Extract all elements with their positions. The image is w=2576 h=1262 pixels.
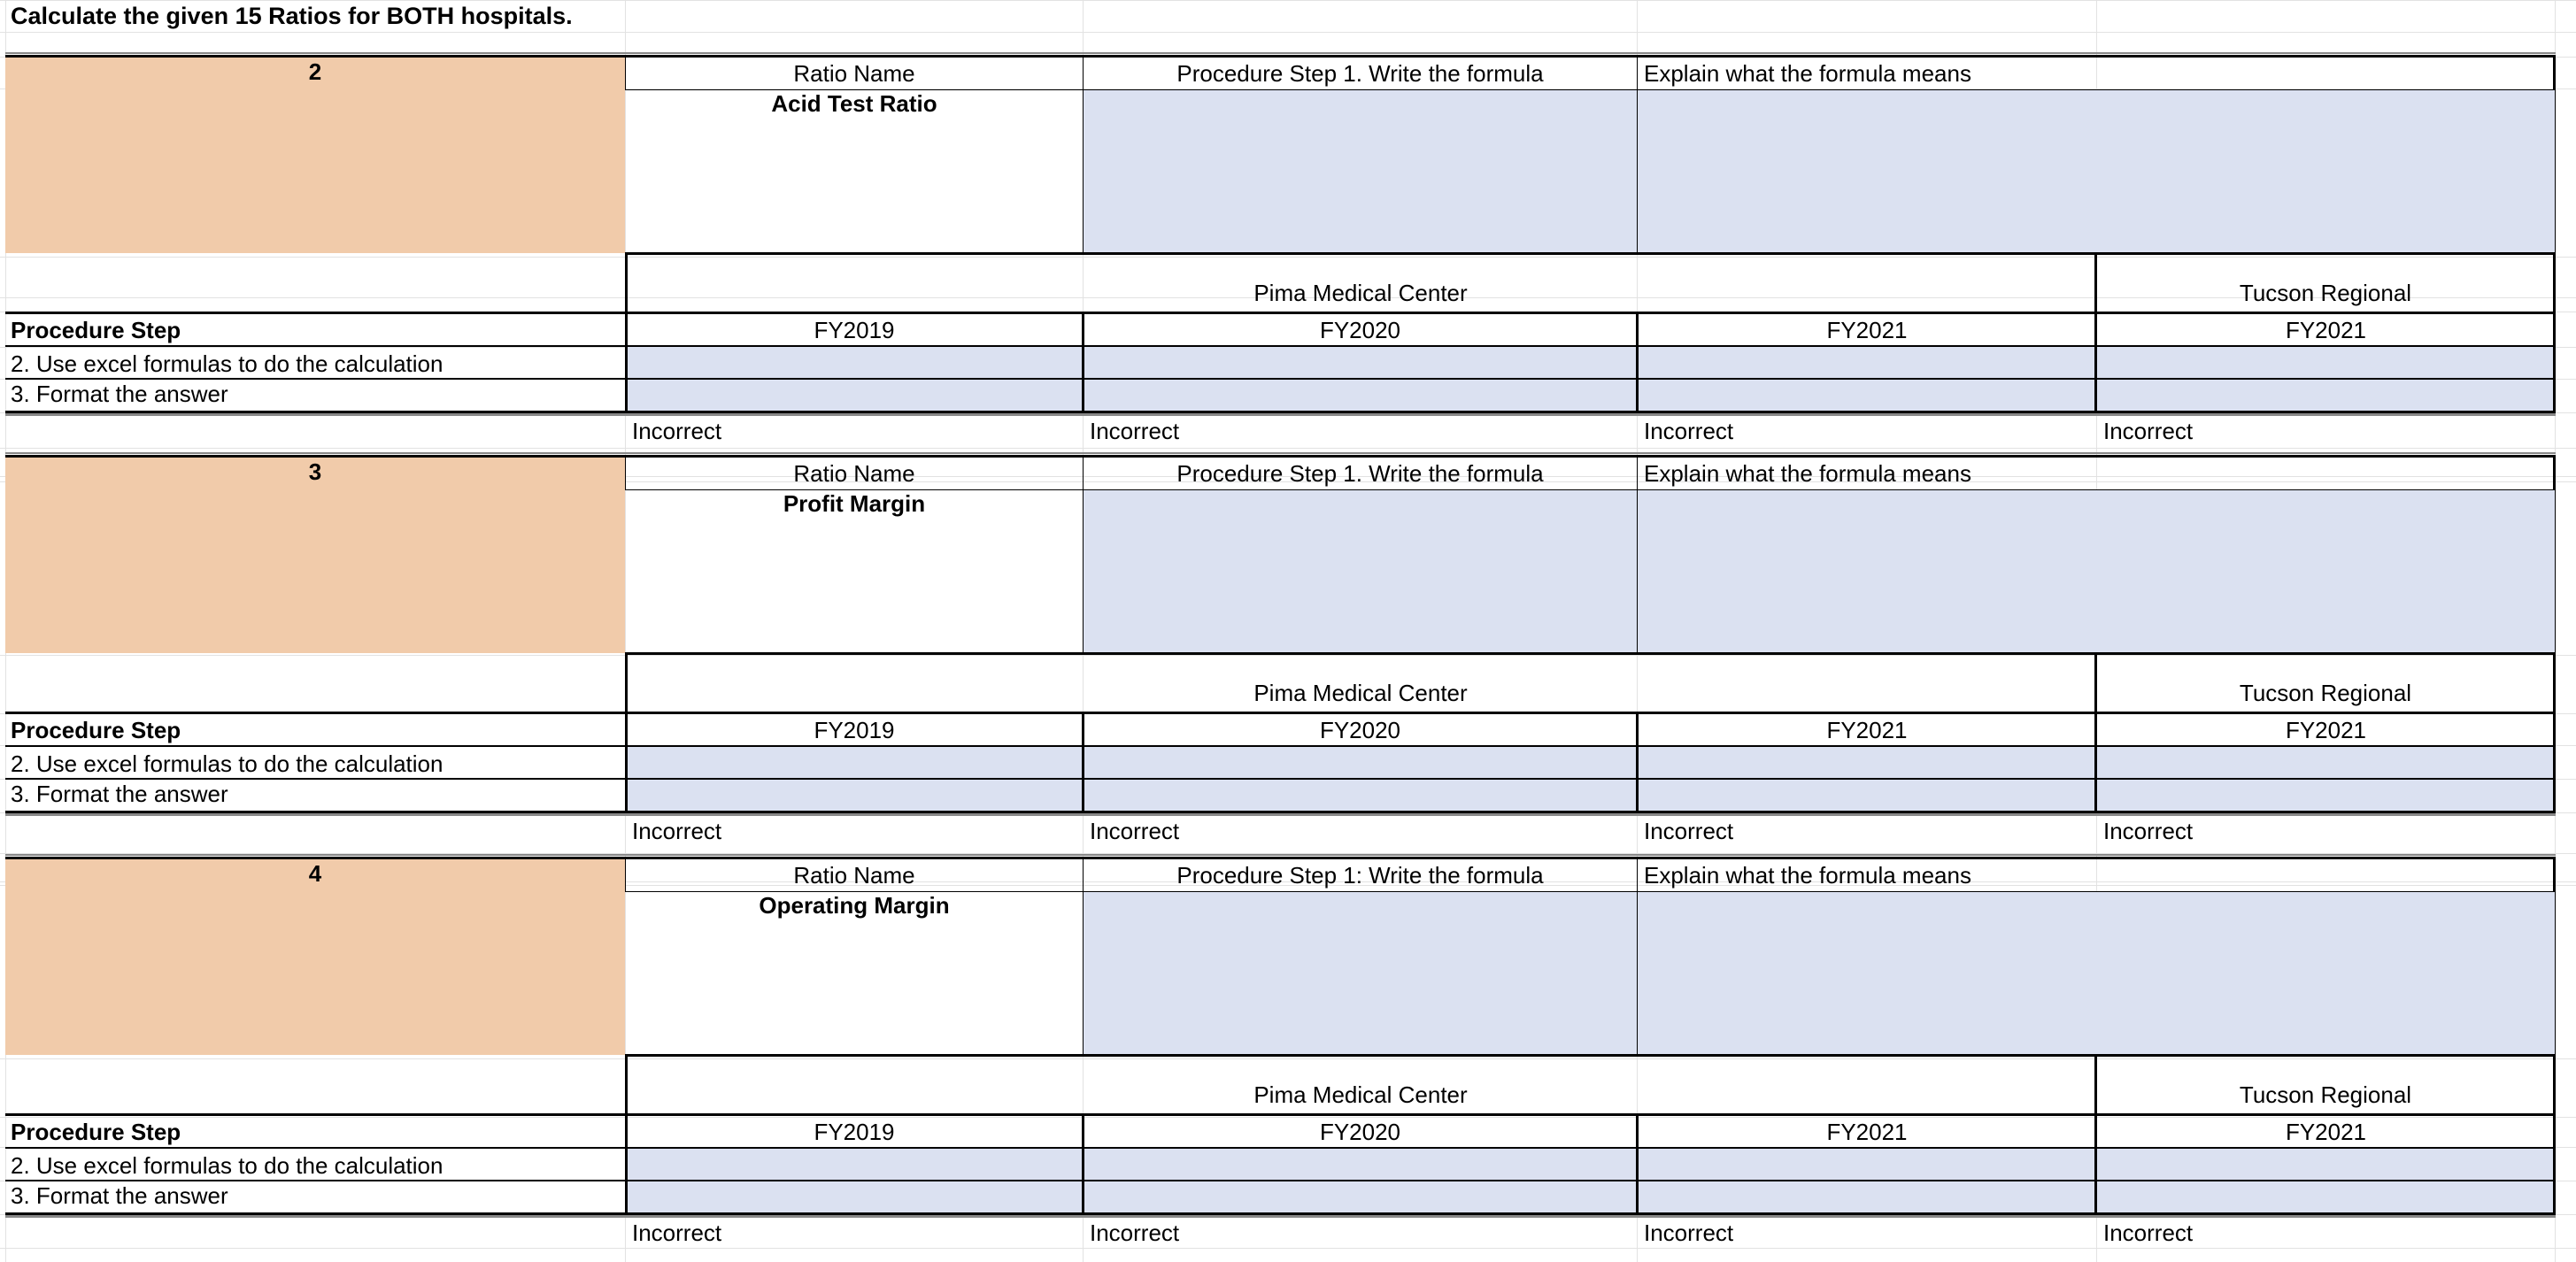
column-divider: [1636, 1113, 1639, 1215]
hospital-b-name: Tucson Regional: [2239, 680, 2412, 706]
hospital-a-name: Pima Medical Center: [1253, 1081, 1468, 1108]
table-shadow: [5, 1215, 2556, 1218]
year-header: FY2020: [1319, 1119, 1401, 1145]
gridline: [0, 1117, 2576, 1118]
calculation-input[interactable]: [1083, 747, 1638, 779]
column-divider: [2553, 712, 2556, 813]
year-header: FY2019: [814, 1119, 895, 1145]
step-3-label: 3. Format the answer: [11, 1182, 228, 1209]
year-header: FY2021: [1826, 317, 1908, 343]
explanation-input[interactable]: [1637, 891, 2556, 1055]
gridline: [0, 1248, 2576, 1249]
calculation-input[interactable]: [625, 347, 1084, 379]
calculation-input[interactable]: [1083, 1149, 1638, 1181]
check-result: Incorrect: [632, 818, 722, 844]
year-header: FY2021: [2285, 1119, 2367, 1145]
explain-header: Explain what the formula means: [1644, 460, 1971, 487]
column-divider: [1082, 1113, 1084, 1215]
calculation-input[interactable]: [1637, 747, 2097, 779]
table-shadow: [5, 413, 2556, 416]
column-divider: [625, 312, 628, 413]
ratio-name-header: Ratio Name: [793, 862, 915, 889]
format-input[interactable]: [1637, 379, 2097, 411]
format-input[interactable]: [1637, 779, 2097, 811]
column-divider: [2553, 455, 2556, 490]
column-divider: [2553, 312, 2556, 413]
hospital-a-name: Pima Medical Center: [1253, 680, 1468, 706]
year-header: FY2020: [1319, 317, 1401, 343]
hospital-b-name: Tucson Regional: [2239, 1081, 2412, 1108]
step-2-label: 2. Use excel formulas to do the calculation: [11, 750, 443, 777]
format-input[interactable]: [2096, 379, 2556, 411]
format-input[interactable]: [1083, 779, 1638, 811]
check-result: Incorrect: [1644, 1220, 1734, 1246]
format-input[interactable]: [1083, 1181, 1638, 1212]
column-divider: [2094, 312, 2097, 413]
check-result: Incorrect: [1090, 1220, 1180, 1246]
block-top-shadow: [5, 452, 2556, 454]
check-result: Incorrect: [632, 418, 722, 444]
check-result: Incorrect: [2103, 818, 2194, 844]
procedure-step-label: Procedure Step: [11, 317, 181, 343]
check-result: Incorrect: [2103, 418, 2194, 444]
block-top-rule: [5, 857, 2556, 859]
check-result: Incorrect: [1644, 418, 1734, 444]
calculation-input[interactable]: [2096, 1149, 2556, 1181]
table-rule: [5, 712, 2556, 714]
column-divider: [2553, 1113, 2556, 1215]
year-header: FY2019: [814, 717, 895, 743]
column-divider: [2094, 1113, 2097, 1215]
calculation-input[interactable]: [2096, 747, 2556, 779]
explanation-input[interactable]: [1637, 489, 2556, 653]
column-divider: [1636, 312, 1639, 413]
table-rule: [5, 745, 625, 747]
year-header: FY2021: [2285, 717, 2367, 743]
explain-header: Explain what the formula means: [1644, 862, 1971, 889]
ratio-number: 3: [308, 458, 322, 485]
format-input[interactable]: [1637, 1181, 2097, 1212]
format-input[interactable]: [1083, 379, 1638, 411]
check-result: Incorrect: [1090, 418, 1180, 444]
table-rule: [625, 745, 2556, 747]
formula-input[interactable]: [1083, 489, 1638, 653]
format-input[interactable]: [625, 779, 1084, 811]
calculation-input[interactable]: [1083, 347, 1638, 379]
sheet-title: Calculate the given 15 Ratios for BOTH hospitals.: [11, 3, 573, 29]
ratio-number-panel: [5, 457, 625, 653]
hospital-b-name: Tucson Regional: [2239, 280, 2412, 306]
formula-header: Procedure Step 1: Write the formula: [1176, 862, 1544, 889]
table-rule: [5, 345, 625, 347]
gridline: [0, 32, 2576, 33]
column-divider: [625, 1113, 628, 1215]
procedure-step-label: Procedure Step: [11, 1119, 181, 1145]
block-top-shadow: [5, 854, 2556, 856]
table-rule: [5, 1147, 625, 1149]
step-2-label: 2. Use excel formulas to do the calculation: [11, 350, 443, 377]
year-header: FY2020: [1319, 717, 1401, 743]
year-header: FY2021: [1826, 1119, 1908, 1145]
ratio-number: 4: [308, 860, 322, 887]
step-2-label: 2. Use excel formulas to do the calculation: [11, 1152, 443, 1179]
formula-header: Procedure Step 1. Write the formula: [1176, 60, 1544, 87]
ratio-name: Profit Margin: [783, 490, 926, 517]
column-divider: [2094, 712, 2097, 813]
ratio-name-header: Ratio Name: [793, 60, 915, 87]
step-3-label: 3. Format the answer: [11, 781, 228, 807]
check-result: Incorrect: [1644, 818, 1734, 844]
format-input[interactable]: [625, 1181, 1084, 1212]
table-rule: [5, 378, 2556, 380]
calculation-input[interactable]: [1637, 347, 2097, 379]
format-input[interactable]: [2096, 1181, 2556, 1212]
gridline: [0, 448, 2576, 449]
ratio-number-panel: [5, 57, 625, 253]
table-rule: [5, 1113, 2556, 1116]
ratio-name-header: Ratio Name: [793, 460, 915, 487]
ratio-number-panel: [5, 858, 625, 1055]
year-header: FY2019: [814, 317, 895, 343]
explanation-input[interactable]: [1637, 89, 2556, 253]
calculation-input[interactable]: [2096, 347, 2556, 379]
calculation-input[interactable]: [1637, 1149, 2097, 1181]
year-header: FY2021: [2285, 317, 2367, 343]
ratio-name: Operating Margin: [759, 892, 950, 919]
ratio-number: 2: [308, 58, 322, 85]
table-rule: [5, 778, 2556, 780]
explain-header: Explain what the formula means: [1644, 60, 1971, 87]
calculation-input[interactable]: [625, 747, 1084, 779]
column-divider: [1082, 312, 1084, 413]
column-divider: [1636, 712, 1639, 813]
formula-header: Procedure Step 1. Write the formula: [1176, 460, 1544, 487]
column-divider: [625, 712, 628, 813]
table-shadow: [5, 813, 2556, 816]
gridline: [0, 0, 2576, 1]
table-rule: [5, 312, 2556, 314]
table-rule: [625, 345, 2556, 347]
procedure-step-label: Procedure Step: [11, 717, 181, 743]
table-rule: [625, 1147, 2556, 1149]
formula-input[interactable]: [1083, 89, 1638, 253]
column-divider: [2553, 857, 2556, 892]
block-top-rule: [5, 55, 2556, 58]
format-input[interactable]: [2096, 779, 2556, 811]
year-header: FY2021: [1826, 717, 1908, 743]
check-result: Incorrect: [1090, 818, 1180, 844]
format-input[interactable]: [625, 379, 1084, 411]
table-rule: [5, 1180, 2556, 1181]
block-top-shadow: [5, 52, 2556, 54]
ratio-name: Acid Test Ratio: [771, 90, 937, 117]
step-3-label: 3. Format the answer: [11, 381, 228, 407]
check-result: Incorrect: [2103, 1220, 2194, 1246]
calculation-input[interactable]: [625, 1149, 1084, 1181]
block-top-rule: [5, 455, 2556, 458]
formula-input[interactable]: [1083, 891, 1638, 1055]
check-result: Incorrect: [632, 1220, 722, 1246]
hospital-a-name: Pima Medical Center: [1253, 280, 1468, 306]
column-divider: [2553, 55, 2556, 90]
column-divider: [1082, 712, 1084, 813]
